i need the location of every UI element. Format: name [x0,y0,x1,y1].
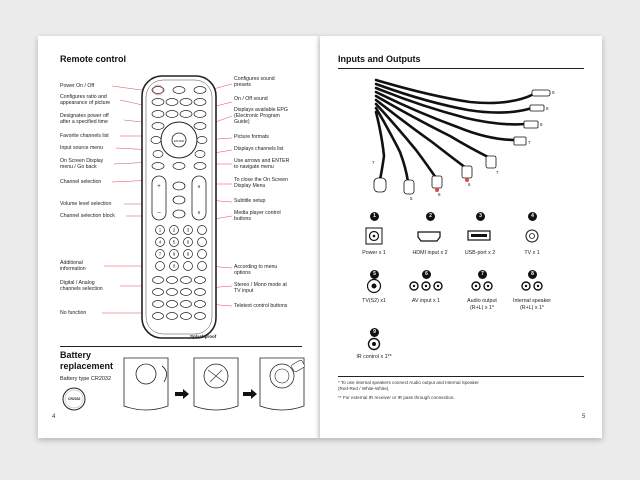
svg-text:–: – [157,210,161,216]
connector-label-power: Power x 1 [362,250,386,256]
connector-label-ir: IR control x 1** [356,354,392,360]
label-sleep: Designates power off after a specified time [60,113,109,125]
battery-coin-label: CR2032 [68,397,81,401]
label-channel-block: Channel selection block [60,213,115,219]
svg-text:9: 9 [552,90,555,95]
connector-label-tv: TV x 1 [524,250,540,256]
svg-text:7: 7 [496,170,499,175]
label-teletext: Teletext control buttons [234,303,288,309]
connector-label-audio-out: Audio output (R+L) x 1* [467,298,497,311]
svg-text:8: 8 [172,251,176,257]
label-menu-options: According to menu options [234,264,278,276]
svg-text:2: 2 [172,227,176,233]
label-favorites: Favorite channels list [60,133,109,139]
svg-text:+: + [157,184,161,190]
connector-number-7: 7 [478,270,487,279]
label-ratio: Configures ratio and appearance of picture [60,94,111,106]
svg-text:6: 6 [186,239,190,245]
battery-illustration [38,36,320,438]
label-stereo-mono: Stereo / Mono mode at TV input [234,282,287,294]
label-digital-analog: Digital / Analog channels selection [60,280,103,292]
svg-text:0: 0 [172,263,176,269]
inputs-outputs-title: Inputs and Outputs [338,54,421,64]
connector-label-av: AV input x 1 [411,298,441,304]
label-no-function: No function [60,310,87,316]
label-epg: Displays available EPG (Electronic Program Guide) [234,107,288,125]
svg-text:5: 5 [172,239,176,245]
svg-text:8: 8 [540,122,543,127]
label-channels-list: Displays channels list [234,146,284,152]
svg-text:∧: ∧ [197,184,201,190]
right-page [320,36,602,438]
svg-text:3: 3 [186,227,190,233]
battery-type: Battery type CR2032 [60,376,112,382]
remote-control-title: Remote control [60,54,127,64]
svg-text:∨: ∨ [197,210,201,216]
left-page [38,36,320,438]
footnote-speakers: * To use internal speakers connect Audio output and Internal Speaker (Red-Red / White-White). [338,380,479,391]
connector-number-8: 8 [528,270,537,279]
connector-icons [320,36,602,438]
label-info: Additional information [60,260,86,272]
connector-label-hdmi: HDMI input x 2 [412,250,448,256]
connector-number-1: 1 [370,212,379,221]
svg-text:5: 5 [410,196,413,201]
connector-number-4: 4 [528,212,537,221]
label-input-source: Input source menu [60,145,103,151]
svg-text:7: 7 [372,160,375,165]
svg-text:1: 1 [158,227,162,233]
connector-label-tv-s2: TV(S2) x1 [362,298,386,304]
connector-number-2: 2 [426,212,435,221]
label-osd-menu: On Screen Display menu / Go back [60,158,104,170]
footnote-ir: ** For external IR receiver or IR pass through connection. [338,395,455,400]
page-number-left: 4 [52,414,56,420]
svg-text:ENTER: ENTER [173,139,185,143]
connector-number-9: 9 [370,328,379,337]
battery-title: Battery replacement [60,350,114,371]
label-subtitle: Subtitle setup [234,198,266,204]
svg-text:8: 8 [546,106,549,111]
label-media-player: Media player control buttons [234,210,281,222]
connector-number-6: 6 [422,270,431,279]
svg-text:7: 7 [528,140,531,145]
label-mute: On / Off sound [234,96,268,102]
svg-text:6: 6 [438,192,441,197]
svg-text:6: 6 [468,182,471,187]
remote-brand: Splashproof [190,334,217,339]
connector-label-usb: USB-port x 2 [464,250,496,256]
footnote-divider [338,376,584,377]
svg-text:9: 9 [186,251,190,257]
page-number-right: 5 [582,414,586,420]
label-arrows: Use arrows and ENTER to navigate menu [234,158,290,170]
connector-number-3: 3 [476,212,485,221]
label-sound-presets: Configures sound presets [234,76,275,88]
label-volume: Volume level selection [60,201,112,207]
label-close-osd: To close the On Screen Display Menu [234,177,288,189]
svg-text:4: 4 [158,239,162,245]
label-power: Power On / Off [60,83,95,89]
label-channel-selection: Channel selection [60,179,102,185]
svg-text:7: 7 [158,251,162,257]
connector-label-speaker: Internal speaker (R+L) x 1* [513,298,551,311]
connector-number-5: 5 [370,270,379,279]
label-picture-formats: Picture formats [234,134,269,140]
